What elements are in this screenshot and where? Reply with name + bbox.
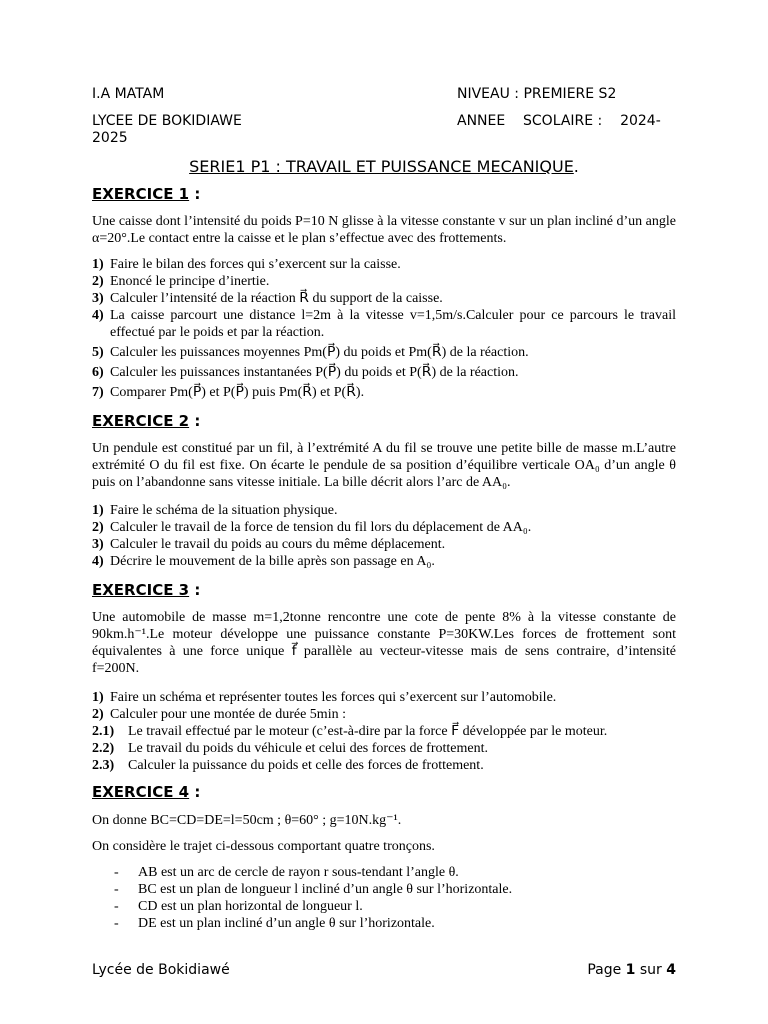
item-text: Comparer Pm(P⃗) et P(P⃗) puis Pm(R⃗) et P(R⃗).: [110, 385, 365, 400]
exercise-4-colon: :: [189, 783, 201, 801]
item-number: 1): [92, 690, 104, 705]
exercise-2-title: EXERCICE 2: [92, 412, 190, 430]
list-item: [92, 706, 676, 723]
school-name: I.A MATAM: [92, 86, 165, 102]
item-number: 2): [92, 707, 104, 722]
item-number: 7): [92, 385, 104, 400]
total-pages: 4: [666, 962, 676, 978]
item-number: 2): [92, 274, 104, 289]
item-number: 2.3): [92, 758, 115, 773]
list-item: [92, 344, 676, 361]
item-text: Calculer pour une montée de durée 5min :: [110, 707, 346, 722]
exercise-1-intro: Une caisse dont l’intensité du poids P=10 N glisse à la vitesse constante v sur un plan incliné d’un angle α=20°.Le contact entre la caisse et le plan s’effectue avec des frottements.: [92, 214, 676, 246]
exercise-1-colon: :: [189, 185, 201, 203]
exercise-2-colon: :: [189, 412, 201, 430]
current-page: 1: [625, 962, 636, 978]
item-number: 2.2): [92, 741, 115, 756]
list-item: - AB est un arc de cercle de rayon r sous-tendant l’angle θ.: [114, 865, 459, 880]
item-number: 6): [92, 365, 104, 380]
page-title: [0, 157, 768, 176]
list-item: [92, 273, 676, 290]
list-item: [92, 364, 676, 381]
item-text: Calculer le travail du poids au cours du même déplacement.: [110, 537, 446, 552]
item-text: AB est un arc de cercle de rayon r sous-tendant l’angle θ.: [138, 865, 459, 880]
item-text: Décrire le mouvement de la bille après son passage en A₀.: [110, 554, 435, 569]
list-item: [92, 553, 676, 570]
item-text: Calculer le travail de la force de tension du fil lors du déplacement de AA₀.: [110, 520, 532, 535]
school-year-label: ANNEE SCOLAIRE : 2024-: [457, 113, 661, 129]
item-text: Le travail du poids du véhicule et celui des forces de frottement.: [128, 741, 488, 756]
item-text: Enoncé le principe d’inertie.: [110, 274, 270, 289]
item-number: 1): [92, 503, 104, 518]
exercise-1-questions: [92, 256, 676, 401]
title-period: .: [573, 157, 579, 176]
list-item: [92, 757, 676, 774]
item-text: La caisse parcourt une distance l=2m à la vitesse v=1,5m/s.Calculer pour ce parcours le travail effectué par le poids et par la réaction.: [110, 308, 676, 340]
list-item: - DE est un plan incliné d’un angle θ sur l’horizontale.: [114, 916, 435, 931]
list-item: [92, 740, 676, 757]
item-number: 5): [92, 345, 104, 360]
footer-school: Lycée de Bokidiawé: [92, 962, 230, 978]
list-item: - BC est un plan de longueur l incliné d’un angle θ sur l’horizontale.: [114, 882, 513, 897]
item-number: 2.1): [92, 724, 115, 739]
list-item: [92, 723, 676, 740]
item-text: Faire le bilan des forces qui s’exercent sur la caisse.: [110, 257, 401, 272]
level-label: NIVEAU : PREMIERE S2: [457, 86, 617, 102]
page-word: Page: [587, 962, 626, 978]
exercise-4-heading: [92, 783, 200, 801]
item-text: Faire un schéma et représenter toutes les forces qui s’exercent sur l’automobile.: [110, 690, 557, 705]
item-number: 4): [92, 308, 104, 323]
item-number: 3): [92, 537, 104, 552]
list-item: [92, 256, 676, 273]
exercise-4-title: EXERCICE 4: [92, 783, 190, 801]
item-number: 4): [92, 554, 104, 569]
item-text: Le travail effectué par le moteur (c’est-à-dire par la force F⃗ développée par le moteur.: [128, 724, 608, 739]
item-number: 2): [92, 520, 104, 535]
exercise-1-title: EXERCICE 1: [92, 185, 190, 203]
title-text: SERIE1 P1 : TRAVAIL ET PUISSANCE MECANIQUE: [189, 157, 574, 176]
item-number: 1): [92, 257, 104, 272]
item-text: Calculer les puissances instantanées P(P⃗) du poids et P(R⃗) de la réaction.: [110, 365, 519, 380]
item-text: CD est un plan horizontal de longueur l.: [138, 899, 363, 914]
item-text: Faire le schéma de la situation physique.: [110, 503, 338, 518]
exercise-2-heading: [92, 412, 200, 430]
exercise-3-intro: Une automobile de masse m=1,2tonne rencontre une cote de pente 8% à la vitesse constante de 90km.h⁻¹.Le moteur développe une puissance constante P=30KW.Les forces de frottement sont équivalentes à une force unique f⃗ parallèle au vecteur-vitesse mais de sens contraire, d’intensité f=200N.: [92, 610, 676, 676]
list-item: [92, 307, 676, 341]
exercise-4-segments: [114, 864, 674, 932]
exercise-2-intro: Un pendule est constitué par un fil, à l’extrémité A du fil se trouve une petite bille de masse m.L’autre extrémité O du fil est fixe. On écarte le pendule de sa position d’équilibre verticale OA₀ d’un angle θ puis on l’abandonne sans vitesse initiale. La bille décrit alors l’arc de AA₀.: [92, 441, 676, 490]
item-text: Calculer la puissance du poids et celle des forces de frottement.: [128, 758, 484, 773]
item-number: 3): [92, 291, 104, 306]
list-item: [92, 536, 676, 553]
exercise-2-questions: [92, 502, 676, 570]
item-text: DE est un plan incliné d’un angle θ sur l’horizontale.: [138, 916, 435, 931]
exercise-4-given: On donne BC=CD=DE=l=50cm ; θ=60° ; g=10N.kg⁻¹.: [92, 813, 402, 828]
lycee-name-cont: 2025: [92, 130, 128, 146]
sur-word: sur: [635, 962, 667, 978]
item-text: Calculer l’intensité de la réaction R⃗ du support de la caisse.: [110, 291, 443, 306]
exercise-3-title: EXERCICE 3: [92, 581, 190, 599]
list-item: [92, 502, 676, 519]
list-item: [92, 384, 676, 401]
exercise-3-heading: [92, 581, 200, 599]
exercise-3-questions: [92, 689, 676, 774]
item-text: Calculer les puissances moyennes Pm(P⃗) du poids et Pm(R⃗) de la réaction.: [110, 345, 529, 360]
lycee-name: LYCEE DE BOKIDIAWE: [92, 113, 242, 129]
item-text: BC est un plan de longueur l incliné d’un angle θ sur l’horizontale.: [138, 882, 513, 897]
exercise-3-colon: :: [189, 581, 201, 599]
exercise-4-consider: On considère le trajet ci-dessous comportant quatre tronçons.: [92, 839, 435, 854]
exercise-1-heading: [92, 185, 200, 203]
list-item: [92, 290, 676, 307]
list-item: [92, 689, 676, 706]
list-item: - CD est un plan horizontal de longueur l.: [114, 899, 363, 914]
list-item: [92, 519, 676, 536]
page-number: [587, 962, 676, 978]
